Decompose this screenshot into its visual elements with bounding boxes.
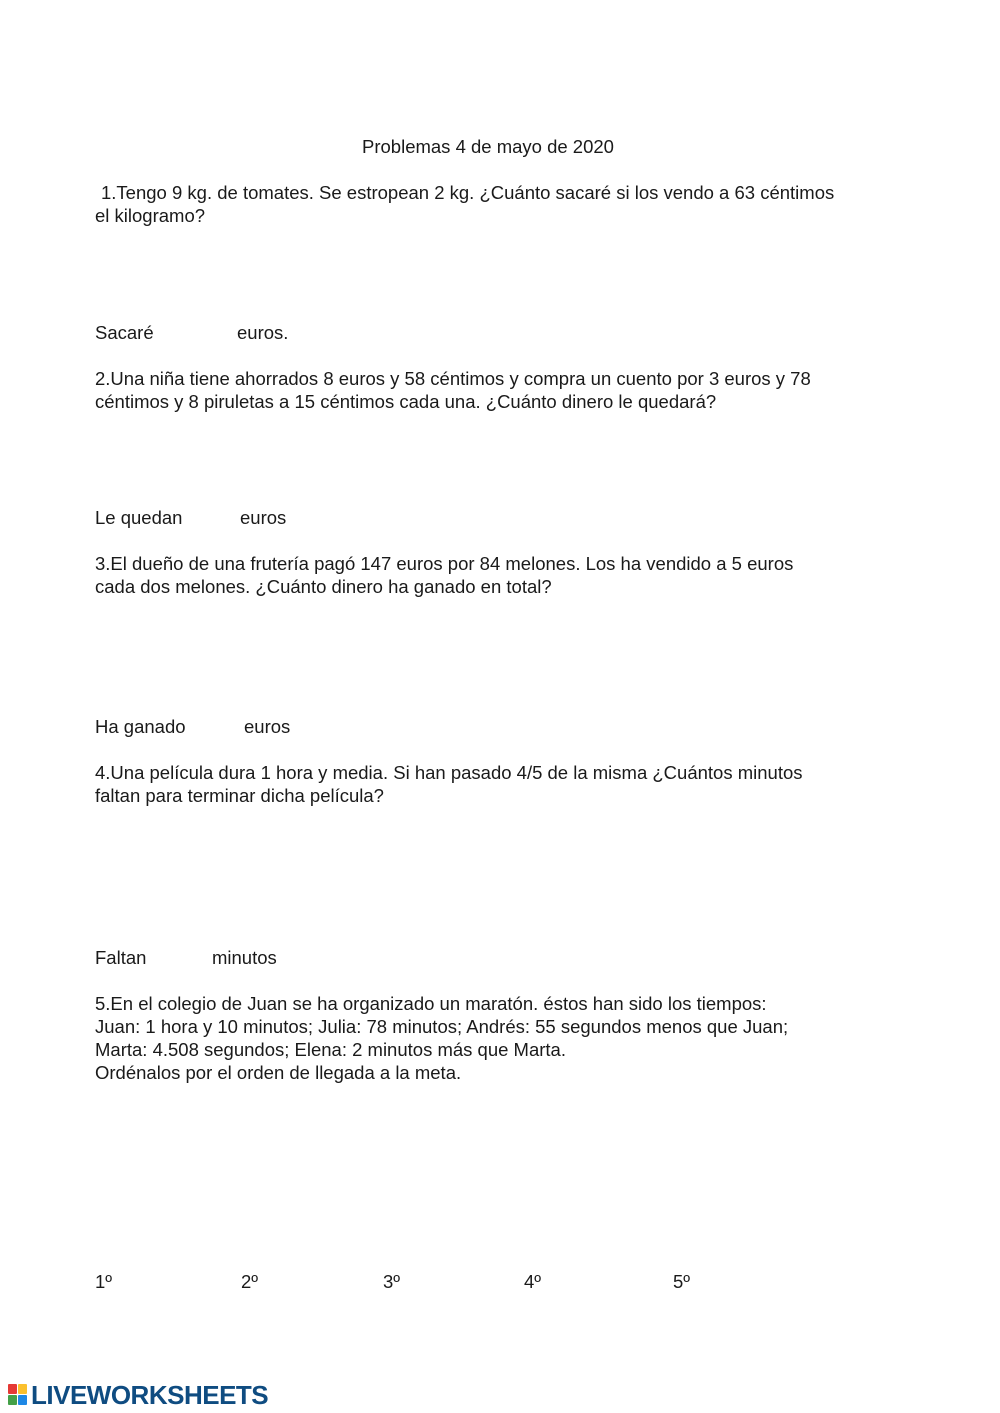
- problem-5: [95, 992, 915, 1084]
- problem-2-line-1: 2.Una niña tiene ahorrados 8 euros y 58 céntimos y compra un cuento por 3 euros y 78: [95, 368, 811, 389]
- rank-2-input[interactable]: [264, 1268, 378, 1296]
- problem-5-line-2: Juan: 1 hora y 10 minutos; Julia: 78 minutos; Andrés: 55 segundos menos que Juan;: [95, 1016, 789, 1037]
- answer-1-suffix: euros.: [237, 322, 289, 343]
- problem-3: [95, 552, 915, 598]
- answer-4-suffix: minutos: [212, 947, 277, 968]
- problem-2: [95, 367, 915, 413]
- rank-5-input[interactable]: [696, 1268, 820, 1296]
- problem-5-line-1: 5.En el colegio de Juan se ha organizado un maratón. éstos han sido los tiempos:: [95, 993, 767, 1014]
- rank-4-input[interactable]: [547, 1268, 666, 1296]
- problem-3-line-2: cada dos melones. ¿Cuánto dinero ha ganado en total?: [95, 576, 552, 597]
- answer-4-prefix: Faltan: [95, 947, 147, 968]
- problem-1: [95, 181, 921, 227]
- rank-1-input[interactable]: [118, 1268, 232, 1296]
- logo-text: LIVEWORKSHEETS: [31, 1379, 269, 1410]
- problem-5-line-3: Marta: 4.508 segundos; Elena: 2 minutos más que Marta.: [95, 1039, 566, 1060]
- answer-3-suffix: euros: [244, 716, 291, 737]
- problem-4: [95, 761, 915, 807]
- problem-3-line-1: 3.El dueño de una frutería pagó 147 euros por 84 melones. Los ha vendido a 5 euros: [95, 553, 794, 574]
- answer-1-prefix: Sacaré: [95, 322, 154, 343]
- liveworksheets-logo: [8, 1379, 269, 1410]
- colored-tiles-icon: [8, 1384, 28, 1406]
- answer-3-input[interactable]: [196, 713, 244, 741]
- rank-5-label: 5º: [673, 1271, 691, 1292]
- answer-3-prefix: Ha ganado: [95, 716, 186, 737]
- answer-2-input[interactable]: [192, 504, 241, 532]
- problem-2-line-2: céntimos y 8 piruletas a 15 céntimos cada una. ¿Cuánto dinero le quedará?: [95, 391, 717, 412]
- problem-1-line-1: 1.Tengo 9 kg. de tomates. Se estropean 2 kg. ¿Cuánto sacaré si los vendo a 63 céntimos: [101, 182, 835, 203]
- rank-1-label: 1º: [95, 1271, 113, 1292]
- problem-4-line-1: 4.Una película dura 1 hora y media. Si han pasado 4/5 de la misma ¿Cuántos minutos: [95, 762, 803, 783]
- problem-5-line-4: Ordénalos por el orden de llegada a la meta.: [95, 1062, 462, 1083]
- problem-1-line-2: el kilogramo?: [95, 205, 206, 226]
- answer-2-prefix: Le quedan: [95, 507, 183, 528]
- answer-2-suffix: euros: [240, 507, 287, 528]
- answer-1-input[interactable]: [162, 319, 236, 347]
- rank-4-label: 4º: [524, 1271, 542, 1292]
- rank-3-label: 3º: [383, 1271, 401, 1292]
- answer-4-input[interactable]: [154, 944, 213, 972]
- rank-3-input[interactable]: [406, 1268, 520, 1296]
- rank-2-label: 2º: [241, 1271, 259, 1292]
- page-title: Problemas 4 de mayo de 2020: [362, 136, 614, 157]
- problem-4-line-2: faltan para terminar dicha película?: [95, 785, 384, 806]
